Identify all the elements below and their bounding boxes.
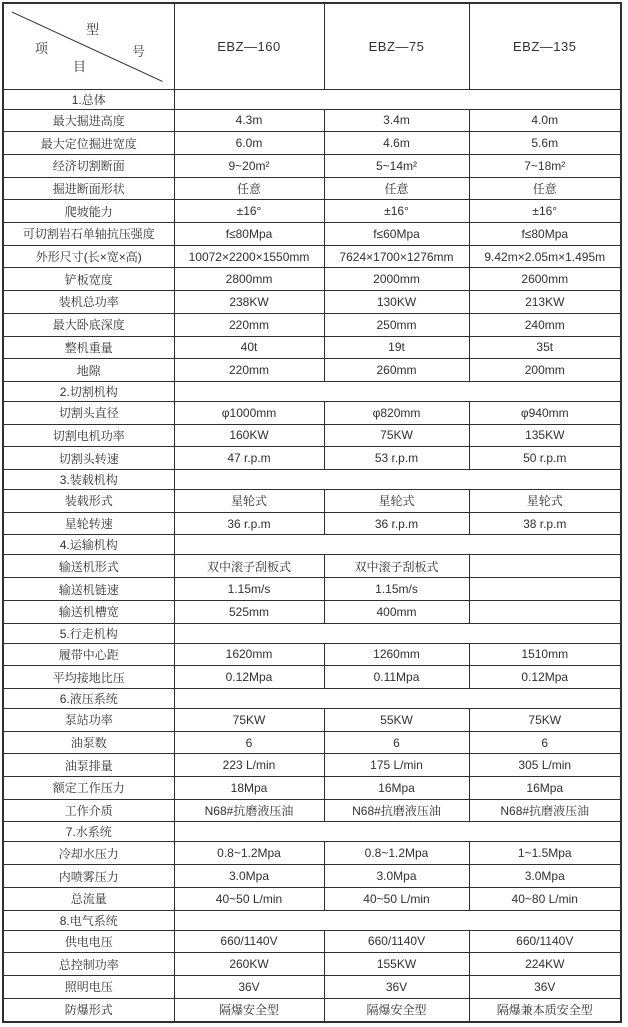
section-merged-cell xyxy=(174,535,621,555)
spec-value-cell: 1260mm xyxy=(324,643,469,666)
spec-value-cell: 6 xyxy=(324,731,469,754)
section-merged-cell xyxy=(174,381,621,401)
spec-label-cell: 装机总功率 xyxy=(3,291,174,314)
spec-value-cell: 1620mm xyxy=(174,643,324,666)
section-title-cell: 2.切割机构 xyxy=(3,381,174,401)
spec-value-cell: 3.0Mpa xyxy=(469,865,621,888)
spec-label-cell: 整机重量 xyxy=(3,336,174,359)
section-merged-cell xyxy=(174,910,621,930)
spec-value-cell: 175 L/min xyxy=(324,754,469,777)
section-row xyxy=(3,89,621,109)
spec-row xyxy=(3,490,621,513)
spec-label-cell: 外形尺寸(长×宽×高) xyxy=(3,245,174,268)
section-row xyxy=(3,470,621,490)
spec-label-cell: 切割头转速 xyxy=(3,447,174,470)
section-merged-cell xyxy=(174,623,621,643)
section-merged-cell xyxy=(174,89,621,109)
corner-item-char: 项 xyxy=(35,41,49,56)
section-title-cell: 1.总体 xyxy=(3,89,174,109)
spec-value-cell: 7~18m² xyxy=(469,154,621,177)
spec-value-cell: 0.11Mpa xyxy=(324,666,469,689)
spec-value-cell: 3.4m xyxy=(324,109,469,132)
spec-value-cell: 53 r.p.m xyxy=(324,447,469,470)
spec-label-cell: 总控制功率 xyxy=(3,953,174,976)
spec-row xyxy=(3,154,621,177)
spec-value-cell: 35t xyxy=(469,336,621,359)
section-title-cell: 5.行走机构 xyxy=(3,623,174,643)
spec-value-cell: 660/1140V xyxy=(469,930,621,953)
spec-value-cell: 75KW xyxy=(174,708,324,731)
spec-value-cell: 5.6m xyxy=(469,132,621,155)
section-merged-cell xyxy=(174,470,621,490)
spec-label-cell: 平均接地比压 xyxy=(3,666,174,689)
spec-label-cell: 输送机形式 xyxy=(3,555,174,578)
spec-row xyxy=(3,401,621,424)
spec-value-cell: f≤80Mpa xyxy=(174,223,324,246)
spec-value-cell: 星轮式 xyxy=(174,490,324,513)
spec-label-cell: 额定工作压力 xyxy=(3,777,174,800)
spec-value-cell: 隔爆安全型 xyxy=(174,998,324,1022)
corner-model-char: 型 xyxy=(86,22,100,37)
spec-value-cell: 400mm xyxy=(324,600,469,623)
spec-row xyxy=(3,512,621,535)
spec-value-cell: f≤60Mpa xyxy=(324,223,469,246)
spec-value-cell: 75KW xyxy=(324,424,469,447)
spec-value-cell: 4.0m xyxy=(469,109,621,132)
spec-row xyxy=(3,666,621,689)
spec-label-cell: 输送机槽宽 xyxy=(3,600,174,623)
spec-label-cell: 爬坡能力 xyxy=(3,200,174,223)
spec-value-cell: 16Mpa xyxy=(324,777,469,800)
spec-value-cell: 223 L/min xyxy=(174,754,324,777)
section-row xyxy=(3,381,621,401)
spec-value-cell: 36V xyxy=(324,976,469,999)
spec-row xyxy=(3,336,621,359)
spec-value-cell: 3.0Mpa xyxy=(324,865,469,888)
spec-value-cell: 238KW xyxy=(174,291,324,314)
spec-value-cell: 任意 xyxy=(469,177,621,200)
spec-value-cell: 40~80 L/min xyxy=(469,887,621,910)
column-header-ebz135: EBZ—135 xyxy=(469,3,621,89)
spec-value-cell: 40t xyxy=(174,336,324,359)
spec-label-cell: 切割电机功率 xyxy=(3,424,174,447)
spec-value-cell: 隔爆安全型 xyxy=(324,998,469,1022)
spec-value-cell: 任意 xyxy=(174,177,324,200)
spec-value-cell: ±16° xyxy=(174,200,324,223)
spec-value-cell: 0.12Mpa xyxy=(174,666,324,689)
spec-value-cell: 6 xyxy=(469,731,621,754)
spec-row xyxy=(3,313,621,336)
spec-value-cell: 130KW xyxy=(324,291,469,314)
spec-value-cell: 36V xyxy=(174,976,324,999)
spec-row xyxy=(3,953,621,976)
spec-value-cell: 260mm xyxy=(324,359,469,382)
spec-row xyxy=(3,109,621,132)
spec-table xyxy=(2,2,622,1023)
section-merged-cell xyxy=(174,688,621,708)
spec-value-cell: 3.0Mpa xyxy=(174,865,324,888)
spec-value-cell: 0.8~1.2Mpa xyxy=(324,842,469,865)
spec-value-cell: N68#抗磨液压油 xyxy=(324,799,469,822)
spec-value-cell: 155KW xyxy=(324,953,469,976)
spec-value-cell: 9.42m×2.05m×1.495m xyxy=(469,245,621,268)
spec-label-cell: 装载形式 xyxy=(3,490,174,513)
spec-row xyxy=(3,731,621,754)
spec-value-cell: 5~14m² xyxy=(324,154,469,177)
spec-label-cell: 星轮转速 xyxy=(3,512,174,535)
spec-row xyxy=(3,643,621,666)
spec-value-cell: 213KW xyxy=(469,291,621,314)
spec-value-cell: 1~1.5Mpa xyxy=(469,842,621,865)
spec-value-cell: 260KW xyxy=(174,953,324,976)
table-body xyxy=(3,89,621,1022)
spec-row xyxy=(3,578,621,601)
spec-value-cell: 75KW xyxy=(469,708,621,731)
spec-row xyxy=(3,200,621,223)
corner-model-char: 号 xyxy=(132,44,146,59)
column-header-ebz75: EBZ—75 xyxy=(324,3,469,89)
spec-value-cell: 305 L/min xyxy=(469,754,621,777)
spec-value-cell: 4.6m xyxy=(324,132,469,155)
spec-row xyxy=(3,887,621,910)
spec-value-cell: 40~50 L/min xyxy=(324,887,469,910)
spec-value-cell: φ820mm xyxy=(324,401,469,424)
spec-label-cell: 铲板宽度 xyxy=(3,268,174,291)
spec-row xyxy=(3,555,621,578)
spec-value-cell: 双中滚子刮板式 xyxy=(324,555,469,578)
spec-row xyxy=(3,708,621,731)
section-merged-cell xyxy=(174,822,621,842)
spec-label-cell: 油泵数 xyxy=(3,731,174,754)
spec-row xyxy=(3,799,621,822)
spec-label-cell: 最大掘进高度 xyxy=(3,109,174,132)
spec-value-cell: 19t xyxy=(324,336,469,359)
spec-value-cell: 660/1140V xyxy=(324,930,469,953)
spec-row xyxy=(3,865,621,888)
section-title-cell: 4.运输机构 xyxy=(3,535,174,555)
spec-row xyxy=(3,223,621,246)
spec-value-cell: 250mm xyxy=(324,313,469,336)
spec-value-cell: 525mm xyxy=(174,600,324,623)
spec-label-cell: 切割头直径 xyxy=(3,401,174,424)
spec-value-cell: 47 r.p.m xyxy=(174,447,324,470)
spec-value-cell: 224KW xyxy=(469,953,621,976)
spec-row xyxy=(3,291,621,314)
spec-value-cell: φ940mm xyxy=(469,401,621,424)
spec-value-cell: 6.0m xyxy=(174,132,324,155)
spec-row xyxy=(3,359,621,382)
spec-value-cell: 16Mpa xyxy=(469,777,621,800)
spec-label-cell: 泵站功率 xyxy=(3,708,174,731)
spec-row xyxy=(3,447,621,470)
spec-label-cell: 工作介质 xyxy=(3,799,174,822)
spec-value-cell: N68#抗磨液压油 xyxy=(469,799,621,822)
spec-value-cell: 7624×1700×1276mm xyxy=(324,245,469,268)
spec-label-cell: 冷却水压力 xyxy=(3,842,174,865)
spec-value-cell: 0.8~1.2Mpa xyxy=(174,842,324,865)
section-row xyxy=(3,623,621,643)
spec-value-cell xyxy=(469,600,621,623)
spec-value-cell: 星轮式 xyxy=(324,490,469,513)
section-title-cell: 6.液压系统 xyxy=(3,688,174,708)
spec-value-cell: 38 r.p.m xyxy=(469,512,621,535)
spec-label-cell: 地隙 xyxy=(3,359,174,382)
spec-value-cell: 240mm xyxy=(469,313,621,336)
spec-value-cell: 18Mpa xyxy=(174,777,324,800)
spec-value-cell: 660/1140V xyxy=(174,930,324,953)
header-row xyxy=(3,3,621,89)
spec-value-cell: 36 r.p.m xyxy=(174,512,324,535)
spec-label-cell: 内喷雾压力 xyxy=(3,865,174,888)
spec-label-cell: 最大定位掘进宽度 xyxy=(3,132,174,155)
spec-value-cell xyxy=(469,578,621,601)
spec-label-cell: 履带中心距 xyxy=(3,643,174,666)
spec-row xyxy=(3,132,621,155)
spec-value-cell: 0.12Mpa xyxy=(469,666,621,689)
spec-label-cell: 掘进断面形状 xyxy=(3,177,174,200)
spec-row xyxy=(3,245,621,268)
spec-row xyxy=(3,754,621,777)
spec-value-cell: 2000mm xyxy=(324,268,469,291)
spec-row xyxy=(3,177,621,200)
spec-value-cell: 10072×2200×1550mm xyxy=(174,245,324,268)
spec-label-cell: 照明电压 xyxy=(3,976,174,999)
section-title-cell: 8.电气系统 xyxy=(3,910,174,930)
spec-value-cell: ±16° xyxy=(324,200,469,223)
spec-row xyxy=(3,930,621,953)
spec-row xyxy=(3,268,621,291)
spec-row xyxy=(3,842,621,865)
spec-label-cell: 防爆形式 xyxy=(3,998,174,1022)
spec-value-cell: 9~20m² xyxy=(174,154,324,177)
spec-value-cell: 1510mm xyxy=(469,643,621,666)
spec-value-cell: 任意 xyxy=(324,177,469,200)
column-header-ebz160: EBZ—160 xyxy=(174,3,324,89)
spec-value-cell: 160KW xyxy=(174,424,324,447)
spec-value-cell: 36 r.p.m xyxy=(324,512,469,535)
spec-label-cell: 经济切割断面 xyxy=(3,154,174,177)
spec-label-cell: 输送机链速 xyxy=(3,578,174,601)
spec-row xyxy=(3,600,621,623)
spec-label-cell: 可切割岩石单轴抗压强度 xyxy=(3,223,174,246)
spec-value-cell xyxy=(469,555,621,578)
spec-label-cell: 供电电压 xyxy=(3,930,174,953)
spec-value-cell: 2600mm xyxy=(469,268,621,291)
spec-value-cell: 双中滚子刮板式 xyxy=(174,555,324,578)
section-row xyxy=(3,910,621,930)
spec-value-cell: 36V xyxy=(469,976,621,999)
spec-value-cell: 星轮式 xyxy=(469,490,621,513)
spec-value-cell: 隔爆兼本质安全型 xyxy=(469,998,621,1022)
spec-value-cell: 6 xyxy=(174,731,324,754)
spec-value-cell: 220mm xyxy=(174,359,324,382)
spec-value-cell: 55KW xyxy=(324,708,469,731)
spec-row xyxy=(3,998,621,1022)
spec-value-cell: 50 r.p.m xyxy=(469,447,621,470)
spec-value-cell: 1.15m/s xyxy=(174,578,324,601)
spec-value-cell: 2800mm xyxy=(174,268,324,291)
spec-label-cell: 总流量 xyxy=(3,887,174,910)
spec-value-cell: 220mm xyxy=(174,313,324,336)
diagonal-divider-line xyxy=(4,4,174,89)
section-row xyxy=(3,535,621,555)
spec-label-cell: 油泵排量 xyxy=(3,754,174,777)
section-row xyxy=(3,822,621,842)
spec-value-cell: ±16° xyxy=(469,200,621,223)
corner-item-char: 目 xyxy=(73,59,87,74)
spec-label-cell: 最大卧底深度 xyxy=(3,313,174,336)
corner-header-cell xyxy=(3,3,174,89)
section-title-cell: 3.装载机构 xyxy=(3,470,174,490)
spec-value-cell: 4.3m xyxy=(174,109,324,132)
spec-value-cell: 40~50 L/min xyxy=(174,887,324,910)
spec-value-cell: 200mm xyxy=(469,359,621,382)
spec-row xyxy=(3,777,621,800)
spec-value-cell: 135KW xyxy=(469,424,621,447)
section-row xyxy=(3,688,621,708)
section-title-cell: 7.水系统 xyxy=(3,822,174,842)
spec-value-cell: N68#抗磨液压油 xyxy=(174,799,324,822)
spec-value-cell: 1.15m/s xyxy=(324,578,469,601)
spec-row xyxy=(3,976,621,999)
spec-value-cell: φ1000mm xyxy=(174,401,324,424)
spec-row xyxy=(3,424,621,447)
spec-value-cell: f≤80Mpa xyxy=(469,223,621,246)
